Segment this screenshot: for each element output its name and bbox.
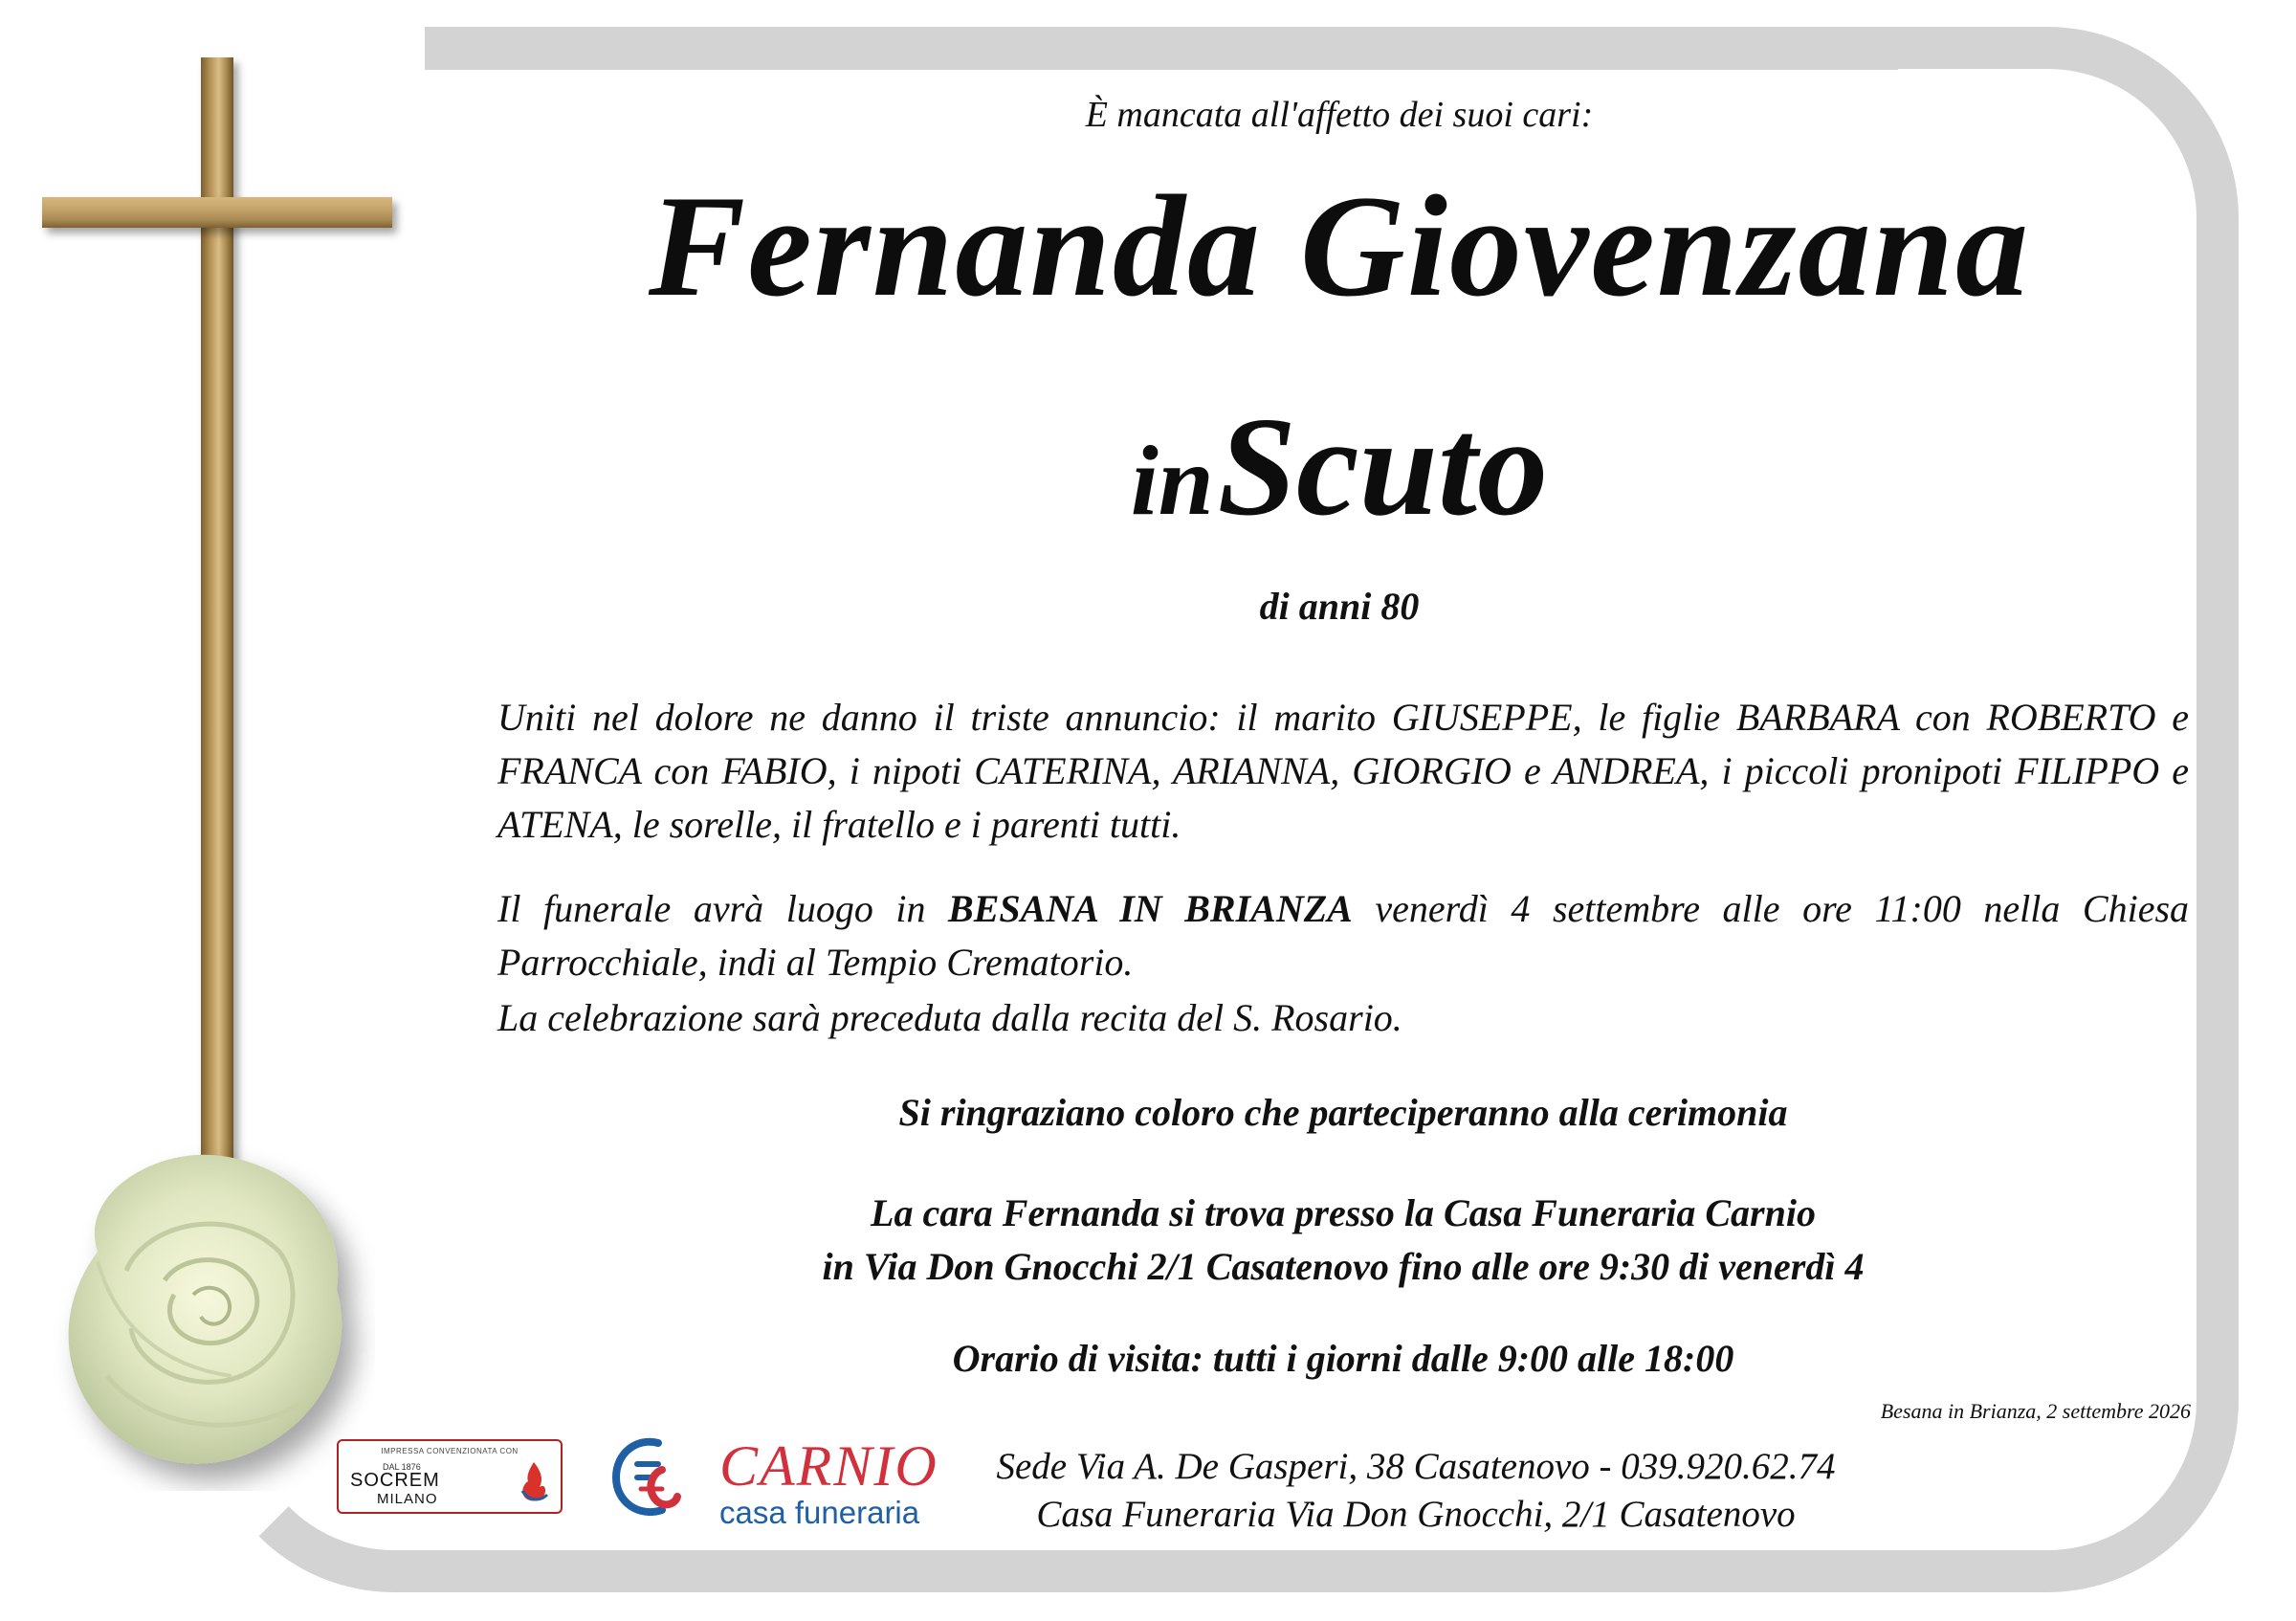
socrem-logo <box>337 1439 563 1514</box>
white-rose-icon <box>40 1137 375 1491</box>
married-prefix: in <box>1130 426 1214 536</box>
socrem-flame-icon <box>515 1458 553 1506</box>
cross-icon <box>42 57 392 1187</box>
funeral-text-after: venerdì 4 settembre alle ore 11:00 nella Chiesa Parrocchiale, indi al Tempio Crematorio. <box>497 887 2190 984</box>
lying-in-state-line-1: La cara Fernanda si trova presso la Casa Funeraria Carnio <box>871 1191 1816 1234</box>
socrem-city: MILANO <box>377 1491 438 1507</box>
frame-top-bar <box>425 27 1898 70</box>
socrem-since: DAL 1876 <box>383 1462 421 1472</box>
cross-horizontal-beam <box>42 197 392 228</box>
deceased-name: Fernanda Giovenzana <box>648 166 2031 326</box>
visiting-hours: Orario di visita: tutti i giorni dalle 9:00 alle 18:00 <box>952 1337 1734 1380</box>
funeral-paragraph <box>497 882 2189 989</box>
carnio-name: CARNIO <box>719 1434 938 1498</box>
socrem-top-text: IMPRESSA CONVENZIONATA CON <box>381 1447 519 1455</box>
married-name <box>478 383 2200 553</box>
intro-line: È mancata all'affetto dei suoi cari: <box>1085 95 1594 135</box>
funeral-place: BESANA IN BRIANZA <box>948 887 1353 930</box>
funeral-text-before: Il funerale avrà luogo in <box>497 887 949 930</box>
address-line-1: Sede Via A. De Gasperi, 38 Casatenovo - 039.920.62.74 <box>996 1446 1836 1487</box>
announcement-paragraph: Uniti nel dolore ne danno il triste annuncio: il marito GIUSEPPE, le figlie BARBARA con ROBERTO e FRANCA con FABIO, i nipoti CATERINA, ARIANNA, GIORGIO e ANDREA, i piccoli pronipoti FILIPPO e ATENA, le sorelle, il fratello e i parenti tutti. <box>497 696 2189 846</box>
place-and-date: Besana in Brianza, 2 settembre 2026 <box>1880 1399 2191 1423</box>
address-line-2: Casa Funeraria Via Don Gnocchi, 2/1 Casatenovo <box>1036 1494 1796 1535</box>
carnio-subtitle: casa funeraria <box>719 1495 920 1530</box>
lying-in-state-line-2: in Via Don Gnocchi 2/1 Casatenovo fino alle ore 9:30 di venerdì 4 <box>822 1245 1865 1288</box>
socrem-name: SOCREM <box>350 1470 440 1491</box>
age-line: di anni 80 <box>1259 585 1420 628</box>
rosary-line: La celebrazione sarà preceduta dalla recita del S. Rosario. <box>497 996 1402 1039</box>
thanks-line: Si ringraziano coloro che parteciperanno alla cerimonia <box>898 1091 1788 1134</box>
married-surname: Scuto <box>1217 389 1549 545</box>
carnio-logo-icon <box>608 1432 685 1527</box>
